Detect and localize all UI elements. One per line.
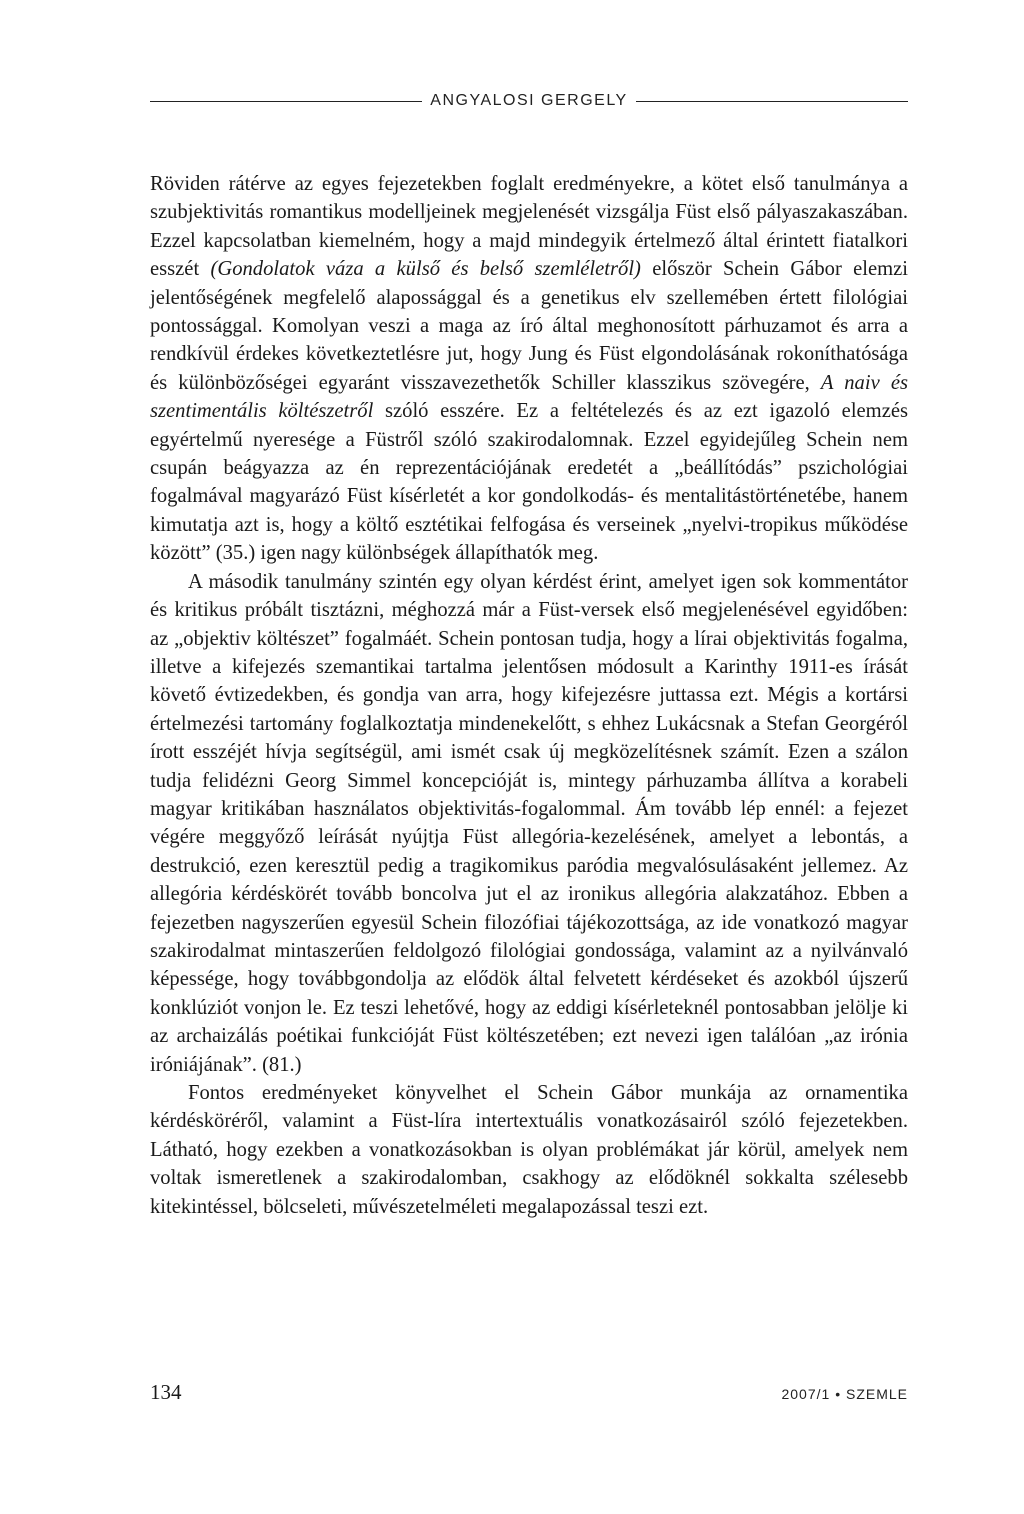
paragraph-1-text-c: szóló esszére. Ez a feltételezés és az ezt igazoló elemzés egyértelmű nyeresége a Füstről szóló szakirodalomnak. Ezzel egyidejűleg Schein nem csupán beágyazza az én reprezentációjának eredetét a „beállítódás” pszichológiai fogalmával magyarázó Füst kísérletét a kor gondolkodás- és mentalitástörténetébe, hanem kimutatja azt is, hogy a költő esztétikai felfogása és verseinek „nyelvi-tropikus működése között” (35.) igen nagy különbségek állapíthatók meg. bbox=[150, 400, 908, 565]
running-header-title: ANGYALOSI GERGELY bbox=[430, 92, 628, 109]
running-header bbox=[150, 92, 908, 110]
header-rule-right bbox=[636, 101, 908, 102]
paragraph-1-text-b: először Schein Gábor elemzi jelentőségének megfelelő alapossággal és a genetikus elv szellemében értett filológiai pontossággal. Komolyan veszi a maga az író által meghonosított párhuzamot és arra a rendkívül érdekes következtetlésre jut, hogy Jung és Füst elgondolásának rokoníthatósága és különbözőségei egyaránt visszavezethetők Schiller klasszikus szövegére, bbox=[150, 258, 908, 394]
header-rule-left bbox=[150, 101, 422, 102]
article-body bbox=[150, 170, 908, 1221]
paragraph-3: Fontos eredményeket könyvelhet el Schein Gábor munkája az ornamentika kérdésköréről, valamint a Füst-líra intertextuális vonatkozásairól szóló fejezetekben. Látható, hogy ezekben a vonatkozásokban is olyan problémákat jár körül, amelyek nem voltak ismeretlenek a szakirodalomban, csakhogy az elődöknél sokkalta szélesebb kitekintéssel, bölcseleti, művészetelméleti megalapozással teszi ezt. bbox=[150, 1082, 908, 1218]
essay-title-italic: (Gondolatok váza a külső és belső szemléletről) bbox=[210, 258, 641, 281]
page-footer bbox=[150, 1380, 908, 1405]
paragraph-1-text-a: Röviden rátérve az egyes fejezetekben foglalt eredményekre, a kötet első tanulmánya a szubjektivitás romantikus modelljeinek megjelenését vizsgálja Füst első pályaszakaszában. Ezzel kapcsolatban kiemelném, hogy a majd mindegyik értelmező által érintett fiatalkori esszét bbox=[150, 173, 908, 281]
schiller-title-italic: A naiv és szentimentális költészetről bbox=[150, 371, 908, 423]
page-number: 134 bbox=[150, 1380, 182, 1404]
journal-issue: 2007/1 • SZEMLE bbox=[781, 1386, 908, 1402]
paragraph-2: A második tanulmány szintén egy olyan kérdést érint, amelyet igen sok kommentátor és kritikus próbált tisztázni, méghozzá már a Füst-versek első megjelenésével egyidőben: az „objektiv költészet” fogalmáét. Schein pontosan tudja, hogy a lírai objektivitás fogalma, illetve a kifejezés szemantikai tartalma jelentősen módosult a Karinthy 1911-es írását követő évtizedekben, és gondja van arra, hogy kifejezésre juttassa ezt. Mégis a kortársi értelmezési tartomány foglalkoztatja mindenekelőtt, s ehhez Lukácsnak a Stefan Georgéról írott esszéjét hívja segítségül, ami ismét csak új megközelítésnek számít. Ezen a szálon tudja felidézni Georg Simmel koncepcióját is, mintegy párhuzamba állítva a korabeli magyar kritikában használatos objektivitás-fogalommal. Ám tovább lép ennél: a fejezet végére meggyőző leírását nyújtja Füst allegória-kezelésének, amelyet a lebontás, a destrukció, ezen keresztül pedig a tragikomikus paródia megvalósulásaként jellemez. Az allegória kérdéskörét tovább boncolva jut el az ironikus allegória alakzatához. Ebben a fejezetben nagyszerűen egyesül Schein filozófiai tájékozottsága, az ide vonatkozó magyar szakirodalmat mintaszerűen feldolgozó filológiai gondossága, valamint az a nyilvánvaló képessége, hogy továbbgondolja az elődök által felvetett kérdéseket és azokból újszerű konklúziót vonjon le. Ez teszi lehetővé, hogy az eddigi kísérleteknél pontosabban jelölje ki az archaizálás poétikai funkcióját Füst költészetében; ezt nevezi igen találóan „az irónia iróniájának”. (81.) bbox=[150, 570, 908, 1076]
paragraph-1 bbox=[150, 170, 908, 568]
